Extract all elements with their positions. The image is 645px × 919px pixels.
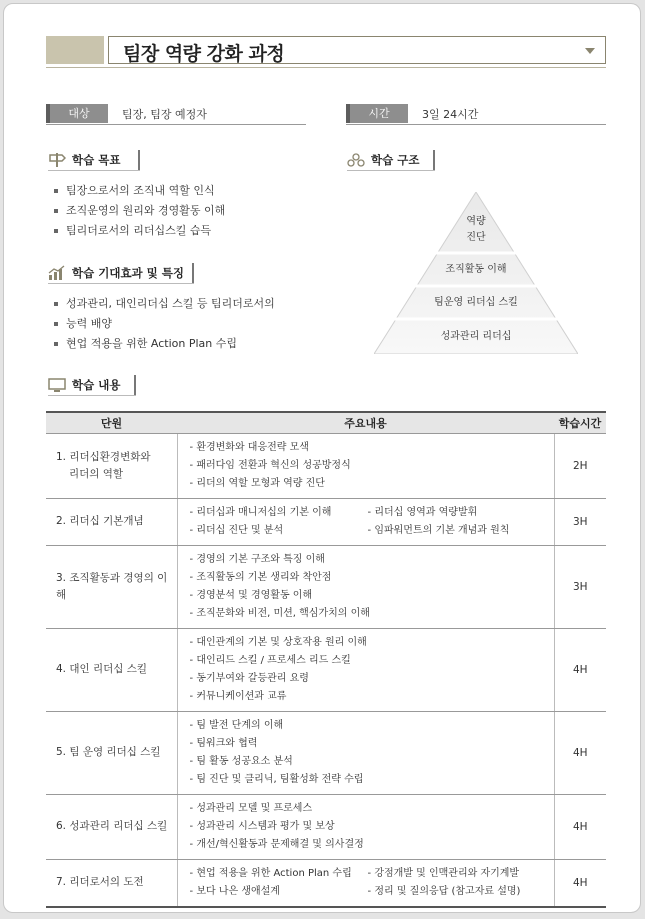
section-marker — [192, 263, 194, 283]
course-page — [3, 3, 641, 913]
hours-cell: 3H — [554, 498, 606, 545]
unit-name: 2. 리더십 기본개념 — [56, 515, 144, 527]
section-underline — [48, 283, 194, 284]
pyramid-level-4: 성과관리 리더십 — [440, 331, 512, 342]
unit-name: 3. 조직활동과 경영의 이해 — [56, 571, 168, 601]
info-target — [46, 104, 306, 124]
column-header-unit: 단원 — [46, 412, 177, 433]
content-item: - 팀 발전 단계의 이해 — [189, 719, 284, 731]
unit-cell — [46, 498, 177, 545]
content-item: - 팀 활동 성공요소 분석 — [189, 755, 293, 767]
table-row — [46, 545, 606, 628]
section-underline — [48, 395, 136, 396]
table-row — [46, 498, 606, 545]
info-underline — [346, 124, 606, 125]
title-box — [108, 36, 606, 64]
content-item: - 패러다임 전환과 혁신의 성공방정식 — [189, 459, 351, 471]
table-row — [46, 433, 606, 498]
unit-name: 6. 성과관리 리더십 스킬 — [56, 820, 168, 832]
content-item: - 조직문화와 비전, 미션, 핵심가치의 이해 — [189, 607, 370, 619]
hours-cell: 2H — [554, 433, 606, 498]
column-header-content: 주요내용 — [177, 412, 554, 433]
table-row — [46, 859, 606, 907]
list-item-continuation: 능력 배양 — [52, 314, 275, 334]
curriculum-table — [46, 411, 606, 908]
section-marker — [138, 150, 140, 170]
table-row — [46, 711, 606, 794]
table-row — [46, 794, 606, 859]
section-heading-goals: 학습 목표 — [72, 153, 121, 167]
content-item: - 리더십 영역과 역량발휘 — [367, 506, 478, 518]
bar-chart-icon — [48, 265, 66, 281]
section-content — [48, 375, 136, 395]
pyramid-level-top-2: 진단 — [466, 232, 486, 243]
list-item: 현업 적용을 위한 Action Plan 수립 — [52, 334, 275, 354]
effects-list — [52, 294, 275, 354]
unit-name: 1. 리더십환경변화와 — [56, 450, 151, 463]
unit-cell — [46, 794, 177, 859]
content-cell — [177, 545, 554, 628]
unit-cell — [46, 545, 177, 628]
section-marker — [433, 150, 435, 170]
signpost-icon — [48, 152, 66, 168]
unit-cell — [46, 711, 177, 794]
unit-cell — [46, 433, 177, 498]
monitor-icon — [48, 377, 66, 393]
content-item: - 팀워크와 협력 — [189, 737, 258, 749]
content-item: - 경영의 기본 구조와 특징 이해 — [189, 553, 325, 565]
title-divider — [46, 67, 606, 68]
goals-list — [52, 181, 225, 241]
hours-cell: 4H — [554, 794, 606, 859]
hours-cell: 4H — [554, 711, 606, 794]
hours-cell: 3H — [554, 545, 606, 628]
network-icon — [347, 152, 365, 168]
list-item: 팀리더로서의 리더십스킬 습득 — [52, 221, 225, 241]
column-header-hours: 학습시간 — [554, 412, 606, 433]
unit-name: 7. 리더로서의 도전 — [56, 876, 144, 889]
content-cell — [177, 433, 554, 498]
table-row — [46, 628, 606, 711]
content-cell — [177, 498, 554, 545]
list-item: 조직운영의 원리와 경영활동 이해 — [52, 201, 225, 221]
content-item: - 성과관리 모델 및 프로세스 — [189, 802, 313, 814]
content-item: - 대인관계의 기본 및 상호작용 원리 이해 — [189, 636, 367, 648]
content-cell — [177, 859, 554, 907]
content-item: - 현업 적용을 위한 Action Plan 수립 — [189, 867, 352, 879]
unit-name: 4. 대인 리더십 스킬 — [56, 663, 148, 675]
title-accent-block — [46, 36, 104, 64]
content-item: - 강점개발 및 인맥관리와 자기계발 — [367, 867, 520, 879]
content-item: - 경영분석 및 경영활동 이해 — [189, 589, 313, 601]
info-tag-target: 대상 — [46, 104, 108, 123]
content-item: - 커뮤니케이션과 교류 — [189, 690, 287, 702]
section-underline — [48, 170, 140, 171]
hours-cell: 4H — [554, 628, 606, 711]
content-cell — [177, 794, 554, 859]
unit-name: 5. 팀 운영 리더십 스킬 — [56, 746, 161, 758]
content-item: - 대인리드 스킬 / 프로세스 리드 스킬 — [189, 654, 351, 666]
unit-name-continuation: 리더의 역할 — [69, 467, 124, 480]
pyramid-level-2: 조직활동 이해 — [445, 264, 507, 275]
page-title: 팀장 역량 강화 과정 — [123, 43, 285, 65]
info-underline — [46, 124, 306, 125]
section-underline — [347, 170, 435, 171]
section-effects — [48, 263, 194, 283]
section-marker — [134, 375, 136, 395]
content-item: - 성과관리 시스템과 평가 및 보상 — [189, 820, 335, 832]
content-item: - 조직활동의 기본 생리와 착안점 — [189, 571, 332, 583]
content-item: - 환경변화와 대응전략 모색 — [189, 441, 309, 453]
content-item: - 리더의 역할 모형과 역량 진단 — [189, 477, 325, 489]
table-header-row — [46, 412, 606, 433]
info-value-target: 팀장, 팀장 예정자 — [122, 108, 207, 121]
learning-structure-pyramid — [374, 192, 578, 354]
content-item: - 임파워먼트의 기본 개념과 원칙 — [367, 524, 510, 536]
list-item: 팀장으로서의 조직내 역할 인식 — [52, 181, 225, 201]
list-item: 성과관리, 대인리더십 스킬 등 팀리더로서의 — [52, 294, 275, 314]
section-goals — [48, 150, 140, 170]
content-item: - 정리 및 질의응답 (참고자료 설명) — [367, 885, 521, 897]
content-item: - 동기부여와 갈등관리 요령 — [189, 672, 309, 684]
pyramid-level-3: 팀운영 리더십 스킬 — [434, 297, 518, 308]
info-time — [346, 104, 606, 124]
content-item: - 리더십과 매니저십의 기본 이해 — [189, 506, 332, 518]
pyramid-level-top-1: 역량 — [466, 216, 486, 227]
content-cell — [177, 628, 554, 711]
content-item: - 개선/혁신활동과 문제해결 및 의사결정 — [189, 838, 364, 850]
section-structure — [347, 150, 435, 170]
content-item: - 리더십 진단 및 분석 — [189, 524, 284, 536]
hours-cell: 4H — [554, 859, 606, 907]
info-tag-time: 시간 — [346, 104, 408, 123]
unit-cell — [46, 859, 177, 907]
triangle-down-icon — [585, 48, 595, 54]
section-heading-structure: 학습 구조 — [371, 153, 420, 167]
title-bar — [46, 36, 606, 64]
section-heading-effects: 학습 기대효과 및 특징 — [72, 266, 184, 280]
content-item: - 보다 나은 생애설계 — [189, 885, 280, 897]
unit-cell — [46, 628, 177, 711]
section-heading-content: 학습 내용 — [72, 378, 121, 392]
content-item: - 팀 진단 및 클리닉, 팀활성화 전략 수립 — [189, 773, 364, 785]
info-value-time: 3일 24시간 — [422, 108, 479, 121]
content-cell — [177, 711, 554, 794]
